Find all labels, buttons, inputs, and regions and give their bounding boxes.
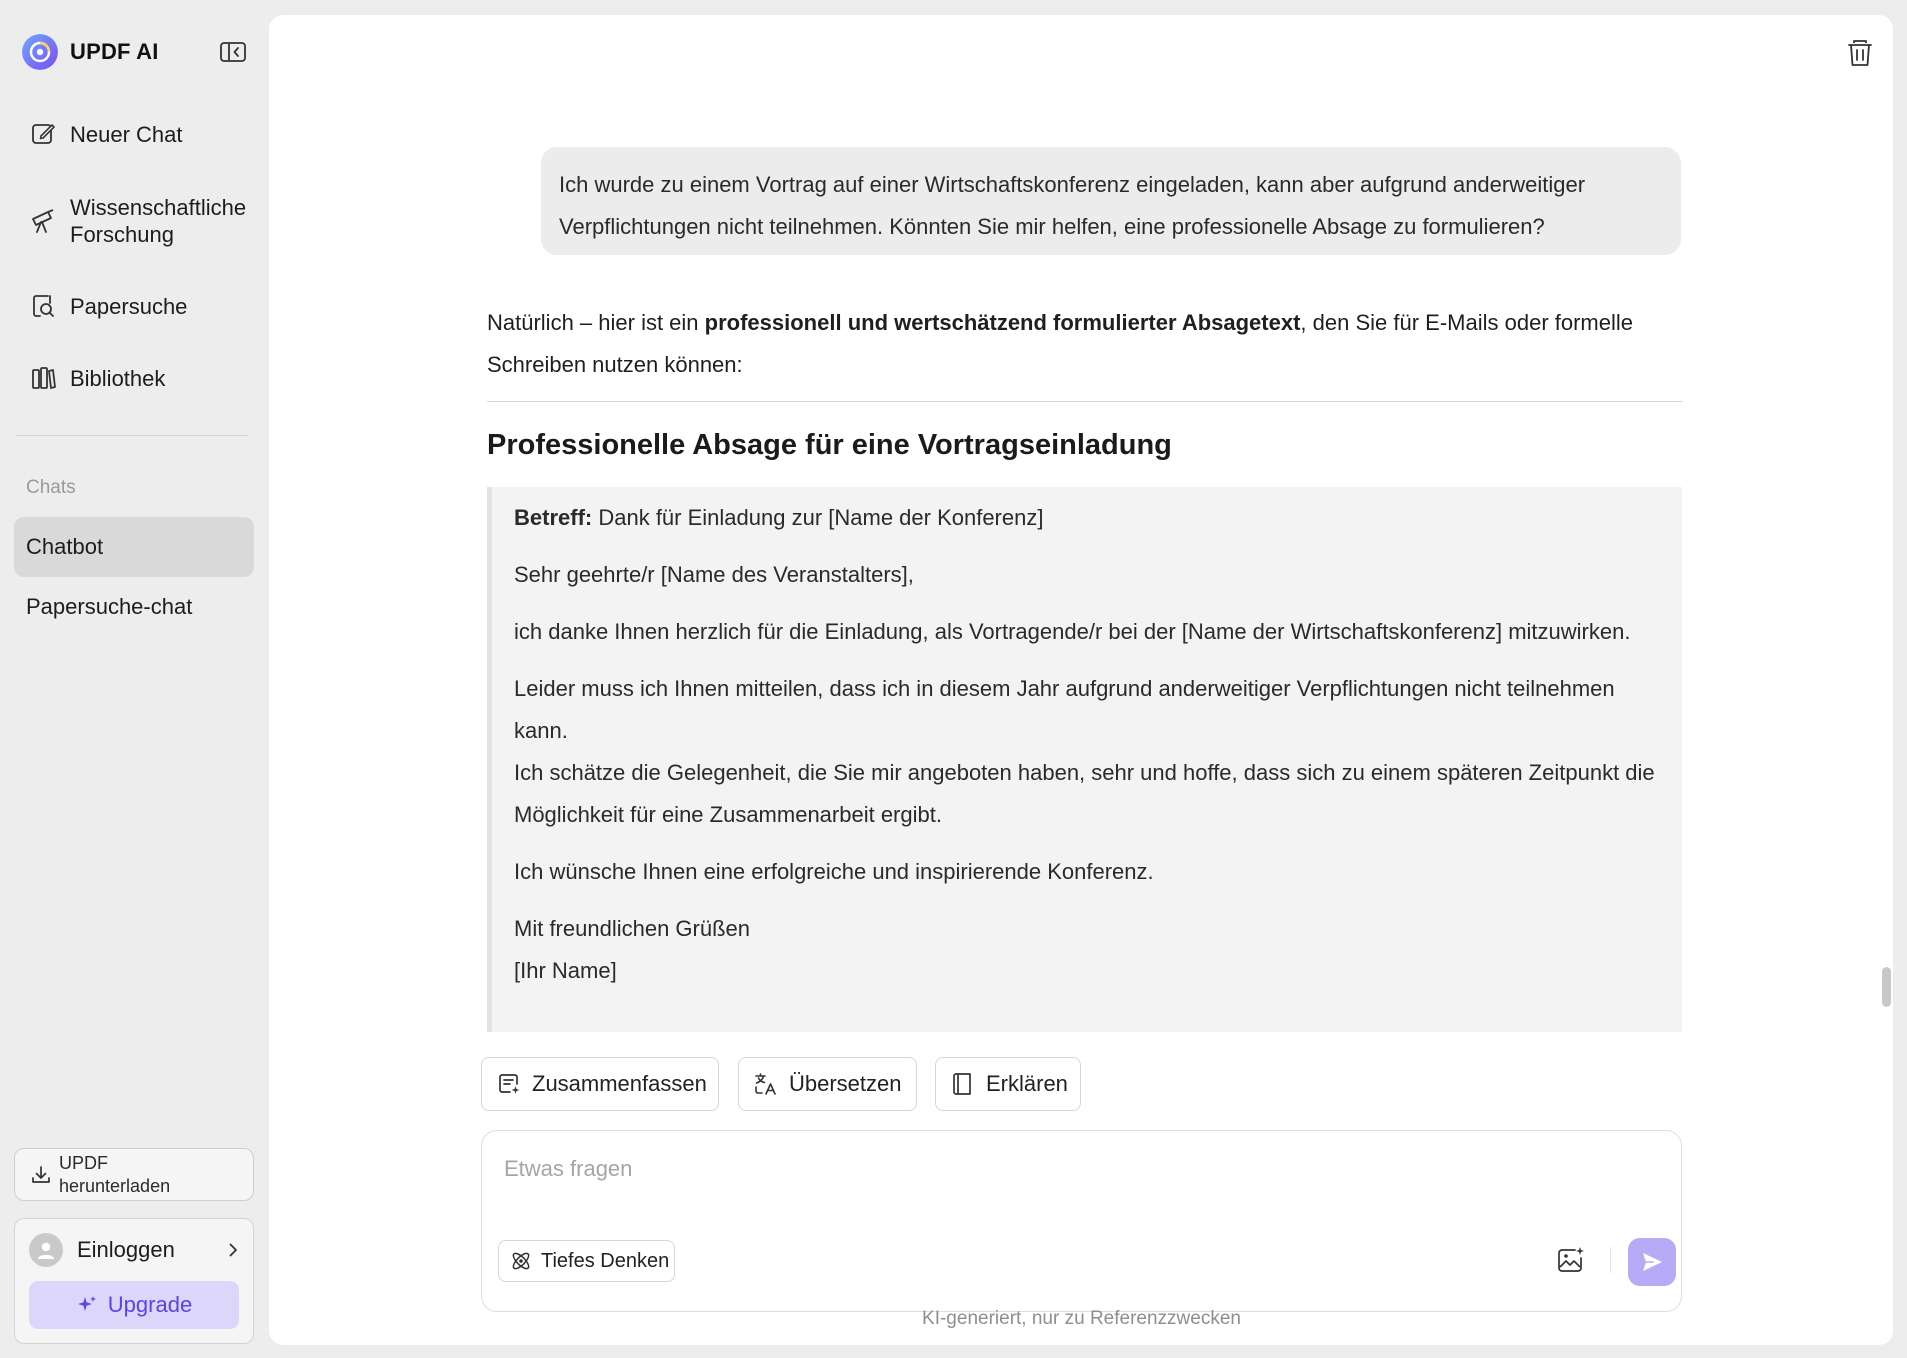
summarize-icon xyxy=(496,1071,522,1097)
document-search-icon xyxy=(28,291,58,321)
delete-chat-button[interactable] xyxy=(1845,37,1875,69)
sparkle-icon xyxy=(76,1294,98,1316)
nav-paper-search[interactable] xyxy=(14,286,250,326)
nav-new-chat[interactable] xyxy=(14,114,250,154)
login-label: Einloggen xyxy=(77,1237,175,1262)
summarize-button[interactable] xyxy=(481,1057,719,1111)
avatar xyxy=(29,1233,63,1267)
translate-icon xyxy=(753,1071,779,1097)
edit-icon xyxy=(28,119,58,149)
sidebar xyxy=(0,0,268,1358)
nav-scientific-research[interactable] xyxy=(14,190,250,252)
chats-heading: Chats xyxy=(26,477,76,498)
letter-salutation: Sehr geehrte/r [Name des Veranstalters], xyxy=(514,562,914,587)
translate-label: Übersetzen xyxy=(789,1071,902,1096)
letter-paragraph: Leider muss ich Ihnen mitteilen, dass ich in diesem Jahr aufgrund anderweitiger Verpflichtungen nicht teilnehmen kann. xyxy=(514,676,1615,743)
brand xyxy=(22,34,159,70)
library-icon xyxy=(28,363,58,393)
letter-fade xyxy=(492,988,1682,1032)
letter-closing: Mit freundlichen Grüßen xyxy=(514,916,750,941)
user-icon xyxy=(35,1239,57,1261)
telescope-icon xyxy=(28,206,58,236)
upgrade-label: Upgrade xyxy=(107,1292,193,1317)
ai-disclaimer: KI-generiert, nur zu Referenzzwecken xyxy=(922,1308,1241,1329)
chat-item-chatbot[interactable]: Chatbot xyxy=(14,517,254,577)
assistant-intro: Natürlich – hier ist ein professionell und wertschätzend formulierter Absagetext, den Sie für E-Mails oder formelle Schreiben nutzen können: xyxy=(487,310,1633,377)
nav-paper-search-label: Papersuche xyxy=(70,293,188,319)
letter-paragraph: Ich schätze die Gelegenheit, die Sie mir angeboten haben, sehr und hoffe, dass sich zu einem späteren Zeitpunkt die Möglichkeit für eine Zusammenarbeit ergibt. xyxy=(514,760,1655,827)
send-icon xyxy=(1640,1250,1664,1274)
letter-signature: [Ihr Name] xyxy=(514,958,617,983)
answer-heading: Professionelle Absage für eine Vortragseinladung xyxy=(487,429,1172,461)
updf-logo-icon xyxy=(22,34,58,70)
explain-label: Erklären xyxy=(986,1071,1068,1096)
download-updf-label: UPDF herunterladen xyxy=(59,1152,171,1196)
chat-panel xyxy=(269,15,1893,1345)
chevron-right-icon xyxy=(225,1242,241,1258)
explain-button[interactable] xyxy=(935,1057,1081,1111)
letter-blockquote xyxy=(487,487,1682,1032)
translate-button[interactable] xyxy=(738,1057,917,1111)
user-message-bubble: Ich wurde zu einem Vortrag auf einer Wirtschaftskonferenz eingeladen, kann aber aufgrund anderweitiger Verpflichtungen nicht teilnehmen. Könnten Sie mir helfen, eine professionelle Absage zu formulieren? xyxy=(541,147,1681,255)
sidebar-divider xyxy=(16,435,248,436)
collapse-sidebar-button[interactable] xyxy=(219,40,247,64)
image-add-icon xyxy=(1555,1245,1587,1275)
upgrade-button[interactable] xyxy=(29,1281,239,1329)
download-icon xyxy=(29,1163,53,1187)
account-card xyxy=(14,1218,254,1344)
login-button[interactable] xyxy=(29,1233,241,1267)
download-updf-button[interactable] xyxy=(14,1148,254,1201)
send-button[interactable] xyxy=(1628,1238,1676,1286)
composer-separator xyxy=(1610,1247,1611,1273)
chat-item-paper-search-chat[interactable]: Papersuche-chat xyxy=(26,594,193,619)
brand-name: UPDF AI xyxy=(70,39,159,64)
letter-subject: Betreff: Dank für Einladung zur [Name der Konferenz] xyxy=(514,505,1044,530)
nav-library-label: Bibliothek xyxy=(70,365,166,391)
book-icon xyxy=(950,1071,976,1097)
nav-new-chat-label: Neuer Chat xyxy=(70,121,183,147)
letter-paragraph: Ich wünsche Ihnen eine erfolgreiche und inspirierende Konferenz. xyxy=(514,859,1154,884)
deep-think-label: Tiefes Denken xyxy=(541,1249,670,1272)
scrollbar-thumb[interactable] xyxy=(1882,967,1891,1007)
deep-think-toggle[interactable] xyxy=(498,1240,675,1282)
prompt-input[interactable] xyxy=(504,1151,1604,1187)
nav-scientific-research-label: Wissenschaftliche Forschung xyxy=(70,195,247,247)
summarize-label: Zusammenfassen xyxy=(532,1071,707,1096)
composer xyxy=(481,1130,1682,1312)
atom-icon xyxy=(509,1249,533,1273)
trash-icon xyxy=(1845,37,1875,69)
sidebar-collapse-icon xyxy=(219,40,247,64)
upload-image-button[interactable] xyxy=(1555,1245,1587,1275)
letter-paragraph: ich danke Ihnen herzlich für die Einladung, als Vortragende/r bei der [Name der Wirtschaftskonferenz] mitzuwirken. xyxy=(514,619,1631,644)
answer-divider xyxy=(487,401,1682,402)
nav-library[interactable] xyxy=(14,358,250,398)
